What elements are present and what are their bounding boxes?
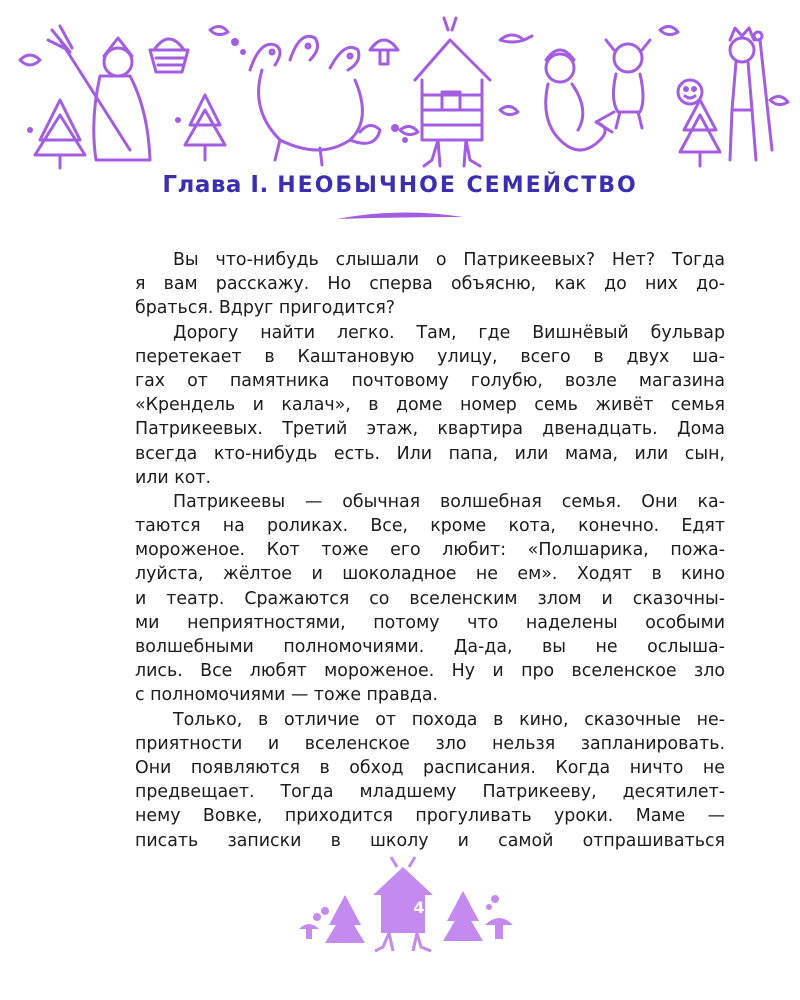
fir-tree-icon xyxy=(35,100,85,168)
text-line: мороженое. Кот тоже его любит: «Полшарика, пожа- xyxy=(135,540,725,561)
text-line: «Крендель и калач», в доме номер семь живёт семья xyxy=(135,395,725,416)
text-line: гах от памятника почтовому голубю, возле магазина xyxy=(135,370,725,391)
text-line: Патрикеевы — обычная волшебная семья. Они ка- xyxy=(173,491,725,512)
text-line: Они появляются в обход расписания. Когда ничто не xyxy=(135,757,725,778)
chapter-label: Глава I. xyxy=(162,172,269,198)
bird-icon xyxy=(500,35,532,42)
text-line: браться. Вдруг пригодится? xyxy=(135,298,396,319)
fir-tree-icon xyxy=(185,95,225,160)
text-line: Патрикеевых. Третий этаж, квартира двенадцать. Дома xyxy=(135,419,725,440)
body-text xyxy=(135,248,725,853)
basket-icon xyxy=(150,39,188,72)
fir-tree-icon xyxy=(680,100,720,166)
text-line: перетекает в Каштановую улицу, всего в двух ша- xyxy=(135,346,725,367)
hut-on-chicken-legs-icon xyxy=(415,18,490,166)
text-line: всегда кто-нибудь есть. Или папа, или мама, или сын, xyxy=(135,443,725,464)
header-illustration xyxy=(0,0,800,175)
text-line: приятности и вселенское зло нельзя запланировать. xyxy=(135,733,725,754)
text-line: волшебными полномочиями. Да-да, вы не ослыша- xyxy=(135,637,725,657)
mermaid-icon xyxy=(546,50,614,150)
text-line: таются на роликах. Все, кроме кота, конечно. Едят xyxy=(135,516,725,537)
dragon-icon xyxy=(250,36,380,165)
text-line: предвещает. Тогда младшему Патрикееву, десятилет- xyxy=(135,782,725,803)
page-number: 4 xyxy=(413,898,425,917)
text-line: с полномочиями — тоже правда. xyxy=(135,685,439,706)
text-line: Дорогу найти легко. Там, где Вишнёвый бульвар xyxy=(173,322,725,343)
text-line: лись. Все любят мороженое. Ну и про вселенское зло xyxy=(135,661,725,682)
text-line: Вы что-нибудь слышали о Патрикеевых? Нет? Тогда xyxy=(173,250,725,270)
goblin-icon xyxy=(606,40,650,128)
text-line: я вам расскажу. Но сперва объясню, как до них до- xyxy=(135,274,725,295)
text-line: ми неприятностями, потому что наделены особыми xyxy=(135,612,725,633)
text-line: нему Вовке, приходится прогуливать уроки. Маме — xyxy=(135,806,725,827)
title-swash xyxy=(335,205,465,227)
text-line: Только, в отличие от похода в кино, сказочные не- xyxy=(173,709,725,730)
text-line: и театр. Сражаются со вселенским злом и сказочны- xyxy=(135,588,725,609)
chapter-name: НЕОБЫЧНОЕ СЕМЕЙСТВО xyxy=(277,173,638,198)
chapter-title xyxy=(0,172,800,198)
footer-illustration xyxy=(285,855,520,955)
text-line: или кот. xyxy=(135,467,212,488)
text-line: писать записки в школу и самой отпрашиваться xyxy=(135,830,725,851)
mushroom-icon xyxy=(370,40,398,64)
koschei-icon xyxy=(730,28,772,160)
text-line: луйста, жёлтое и шоколадное не ем». Ходят в кино xyxy=(135,564,725,585)
